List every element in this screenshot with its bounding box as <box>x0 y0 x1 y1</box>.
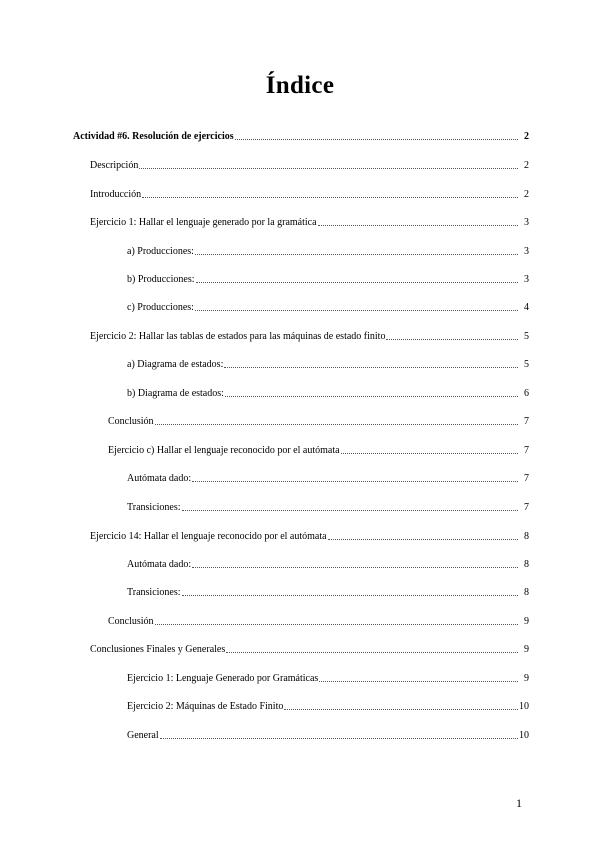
toc-entry[interactable] <box>108 615 529 629</box>
toc-entry-page: 7 <box>524 473 529 484</box>
toc-entry[interactable] <box>127 273 529 287</box>
toc-entry-page: 9 <box>524 644 529 655</box>
toc-entry[interactable] <box>127 358 529 372</box>
toc-leader <box>195 301 518 311</box>
toc-entry-label: Descripción <box>90 160 139 171</box>
toc-leader <box>318 216 518 226</box>
toc-entry[interactable] <box>90 159 529 173</box>
toc-leader <box>235 130 518 140</box>
toc-entry[interactable] <box>90 643 529 657</box>
toc-leader <box>155 615 518 625</box>
page-title: Índice <box>265 72 335 99</box>
toc-entry-label: b) Producciones: <box>127 274 195 285</box>
toc-entry-page: 4 <box>524 302 529 313</box>
toc-entry[interactable] <box>127 501 529 515</box>
toc-entry-label: General <box>127 730 159 741</box>
toc-entry[interactable] <box>127 672 529 686</box>
toc-entry-label: a) Producciones: <box>127 246 194 257</box>
toc-leader <box>192 472 518 482</box>
toc-entry[interactable] <box>127 301 529 315</box>
toc-entry-page: 2 <box>524 160 529 171</box>
toc-entry-label: Transiciones: <box>127 587 181 598</box>
toc-entry[interactable] <box>127 472 529 486</box>
toc-entry-page: 3 <box>524 217 529 228</box>
toc-entry-page: 5 <box>524 331 529 342</box>
toc-leader <box>155 415 518 425</box>
toc-entry[interactable] <box>90 188 529 202</box>
toc-leader <box>284 700 518 710</box>
toc-entry-page: 3 <box>524 246 529 257</box>
toc-entry-page: 8 <box>524 531 529 542</box>
toc-entry-label: Ejercicio c) Hallar el lenguaje reconocido por el autómata <box>108 445 340 456</box>
toc-entry-label: Transiciones: <box>127 502 181 513</box>
toc-leader <box>386 330 518 340</box>
toc-leader <box>226 643 518 653</box>
toc-entry-label: Conclusión <box>108 416 154 427</box>
toc-entry-label: Ejercicio 14: Hallar el lenguaje reconocido por el autómata <box>90 531 327 542</box>
toc-entry[interactable] <box>127 700 529 714</box>
toc-entry[interactable] <box>73 130 529 144</box>
toc-entry-page: 3 <box>524 274 529 285</box>
toc-leader <box>182 501 518 511</box>
toc-entry-page: 6 <box>524 388 529 399</box>
toc-entry[interactable] <box>108 415 529 429</box>
toc-entry-page: 7 <box>524 445 529 456</box>
toc-entry-label: Ejercicio 2: Máquinas de Estado Finito <box>127 701 284 712</box>
toc-leader <box>225 387 518 397</box>
toc-entry-label: Ejercicio 1: Lenguaje Generado por Gramáticas <box>127 673 319 684</box>
toc-entry-page: 7 <box>524 416 529 427</box>
toc-leader <box>139 159 518 169</box>
page-number: 1 <box>516 796 522 810</box>
toc-entry-page: 9 <box>524 616 529 627</box>
toc-leader <box>328 530 518 540</box>
toc-leader <box>192 558 518 568</box>
toc-entry-page: 8 <box>524 587 529 598</box>
toc-leader <box>341 444 518 454</box>
toc-entry[interactable] <box>108 444 529 458</box>
toc-entry[interactable] <box>90 530 529 544</box>
toc-entry-label: c) Producciones: <box>127 302 194 313</box>
toc-leader <box>195 245 518 255</box>
toc-entry[interactable] <box>127 729 529 743</box>
toc-entry-label: Ejercicio 2: Hallar las tablas de estados para las máquinas de estado finito <box>90 331 386 342</box>
toc-entry[interactable] <box>127 586 529 600</box>
toc-entry-label: Ejercicio 1: Hallar el lenguaje generado por la gramática <box>90 217 317 228</box>
toc-leader <box>196 273 519 283</box>
toc-entry-label: Actividad #6. Resolución de ejercicios <box>73 131 234 142</box>
toc-entry-label: a) Diagrama de estados: <box>127 359 224 370</box>
toc-leader <box>182 586 518 596</box>
toc-entry-page: 9 <box>524 673 529 684</box>
toc-leader <box>319 672 518 682</box>
toc-leader <box>142 188 518 198</box>
toc-entry-label: Conclusiones Finales y Generales <box>90 644 226 655</box>
toc-leader <box>224 358 518 368</box>
toc-entry-label: Introducción <box>90 189 142 200</box>
toc-entry-page: 2 <box>524 189 529 200</box>
toc-entry[interactable] <box>127 245 529 259</box>
toc-entry-page: 2 <box>524 131 529 142</box>
toc-entry-label: Conclusión <box>108 616 154 627</box>
toc-entry-page: 10 <box>519 701 529 712</box>
toc-entry[interactable] <box>90 216 529 230</box>
toc-entry[interactable] <box>90 330 529 344</box>
toc-leader <box>160 729 518 739</box>
toc-entry-label: Autómata dado: <box>127 559 192 570</box>
toc-entry-page: 5 <box>524 359 529 370</box>
toc-entry[interactable] <box>127 387 529 401</box>
toc-entry-page: 8 <box>524 559 529 570</box>
toc-entry-page: 10 <box>519 730 529 741</box>
toc-entry-page: 7 <box>524 502 529 513</box>
toc-entry-label: Autómata dado: <box>127 473 192 484</box>
toc-entry-label: b) Diagrama de estados: <box>127 388 224 399</box>
toc-entry[interactable] <box>127 558 529 572</box>
